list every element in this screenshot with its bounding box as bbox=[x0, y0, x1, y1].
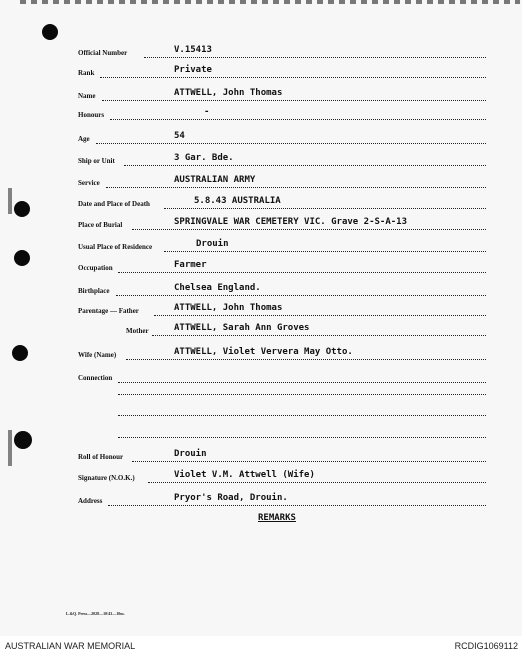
footer-archive-name: AUSTRALIAN WAR MEMORIAL bbox=[5, 641, 136, 651]
official-number-value: V.15413 bbox=[174, 45, 212, 55]
signature-label: Signature (N.O.K.) bbox=[78, 474, 135, 482]
rank-value: Private bbox=[174, 65, 212, 75]
wife-label: Wife (Name) bbox=[78, 351, 117, 359]
address-value: Pryor's Road, Drouin. bbox=[174, 493, 288, 503]
punch-hole bbox=[14, 250, 30, 266]
honours-label: Honours bbox=[78, 111, 105, 119]
roll-of-honour-field bbox=[78, 442, 486, 462]
rank-field bbox=[78, 58, 486, 78]
parentage-father-value: ATTWELL, John Thomas bbox=[174, 303, 283, 313]
scan-edge-artifact bbox=[8, 430, 12, 466]
age-label: Age bbox=[78, 135, 90, 143]
rank-label: Rank bbox=[78, 69, 95, 77]
ship-or-unit-label: Ship or Unit bbox=[78, 157, 115, 165]
birthplace-field bbox=[78, 276, 486, 296]
usual-residence-field bbox=[78, 232, 486, 252]
punch-hole bbox=[14, 201, 30, 217]
date-place-death-field bbox=[78, 189, 486, 209]
punch-hole bbox=[14, 431, 32, 449]
connection-line bbox=[118, 437, 486, 438]
date-place-death-value: 5.8.43 AUSTRALIA bbox=[194, 196, 281, 206]
name-label: Name bbox=[78, 92, 96, 100]
place-burial-label: Place of Burial bbox=[78, 221, 123, 229]
scan-edge-artifact bbox=[8, 188, 12, 214]
scan-edge-artifact bbox=[20, 0, 520, 4]
date-place-death-label: Date and Place of Death bbox=[78, 200, 150, 208]
connection-field bbox=[78, 363, 486, 383]
service-field bbox=[78, 168, 486, 188]
parentage-father-label: Parentage — Father bbox=[78, 307, 139, 315]
footer-record-id: RCDIG1069112 bbox=[454, 641, 518, 651]
official-number-label: Official Number bbox=[78, 49, 128, 57]
usual-residence-value: Drouin bbox=[196, 239, 229, 249]
punch-hole bbox=[42, 24, 58, 40]
connection-label: Connection bbox=[78, 374, 113, 382]
honours-field bbox=[78, 100, 486, 120]
place-burial-value: SPRINGVALE WAR CEMETERY VIC. Grave 2-S-A-13 bbox=[174, 217, 407, 227]
roll-of-honour-label: Roll of Honour bbox=[78, 453, 124, 461]
address-label: Address bbox=[78, 497, 103, 505]
occupation-field bbox=[78, 253, 486, 273]
birthplace-value: Chelsea England. bbox=[174, 283, 261, 293]
punch-hole bbox=[12, 345, 28, 361]
age-field bbox=[78, 124, 486, 144]
parentage-mother-label: Mother bbox=[126, 327, 149, 335]
official-number-field bbox=[78, 38, 486, 58]
ship-or-unit-field bbox=[78, 146, 486, 166]
remarks-heading: REMARKS bbox=[258, 513, 296, 523]
birthplace-label: Birthplace bbox=[78, 287, 110, 295]
ship-or-unit-value: 3 Gar. Bde. bbox=[174, 153, 234, 163]
usual-residence-label: Usual Place of Residence bbox=[78, 243, 153, 251]
signature-value: Violet V.M. Attwell (Wife) bbox=[174, 470, 315, 480]
name-value: ATTWELL, John Thomas bbox=[174, 88, 283, 98]
service-value: AUSTRALIAN ARMY bbox=[174, 175, 256, 185]
address-field bbox=[78, 486, 486, 506]
occupation-value: Farmer bbox=[174, 260, 207, 270]
occupation-label: Occupation bbox=[78, 264, 113, 272]
honours-value: - bbox=[204, 107, 210, 117]
wife-value: ATTWELL, Violet Ververa May Otto. bbox=[174, 347, 353, 357]
wife-field bbox=[78, 340, 486, 360]
place-burial-field bbox=[78, 210, 486, 230]
printer-imprint: L.&Q. Press—2028—10/43—10m. bbox=[66, 611, 125, 616]
parentage-father-field bbox=[78, 296, 486, 316]
roll-of-honour-value: Drouin bbox=[174, 449, 207, 459]
connection-line bbox=[118, 415, 486, 416]
parentage-mother-field bbox=[78, 316, 486, 336]
parentage-mother-value: ATTWELL, Sarah Ann Groves bbox=[174, 323, 310, 333]
signature-field bbox=[78, 463, 486, 483]
name-field bbox=[78, 81, 486, 101]
service-label: Service bbox=[78, 179, 100, 187]
age-value: 54 bbox=[174, 131, 185, 141]
connection-line bbox=[118, 394, 486, 395]
